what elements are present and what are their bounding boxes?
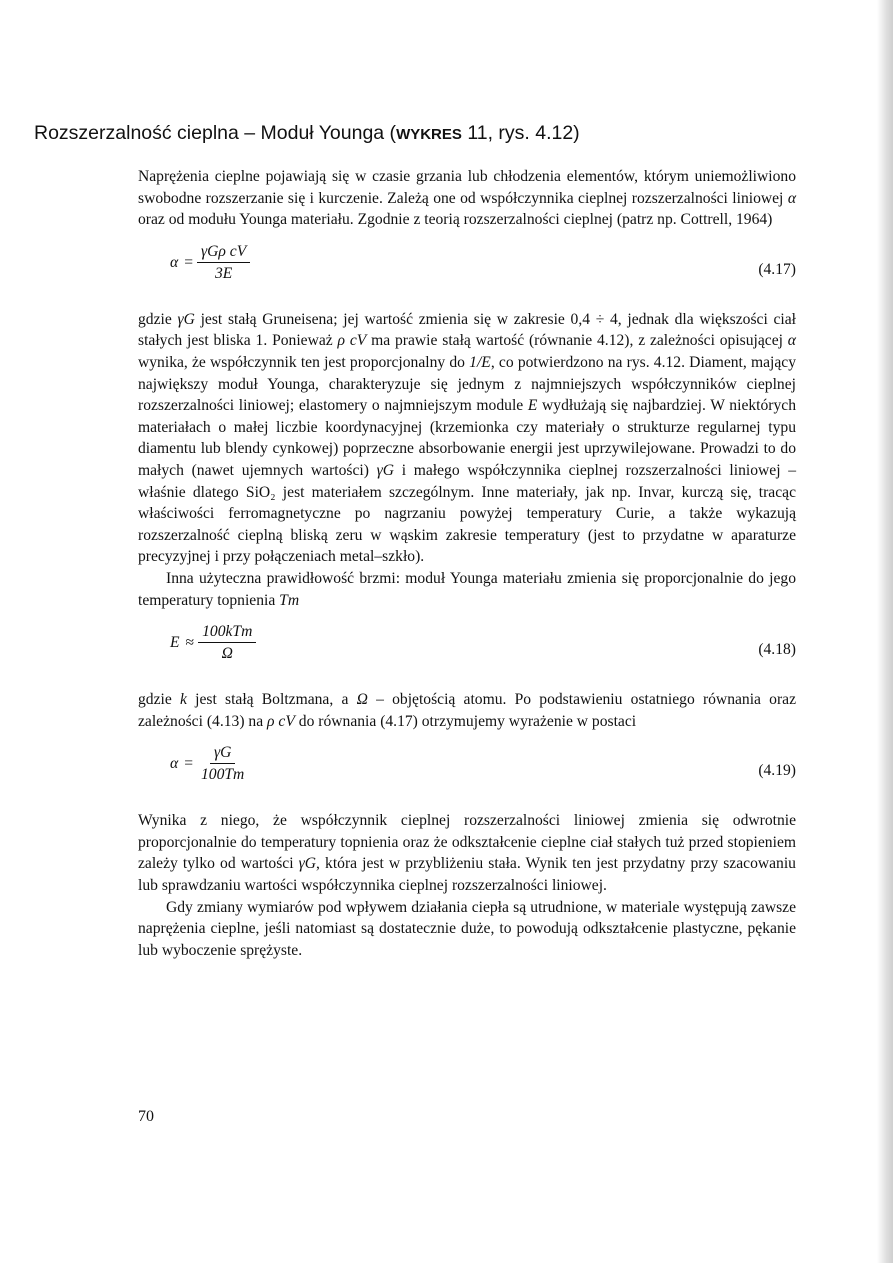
equation-denominator: 100Tm xyxy=(200,766,245,784)
paragraph-1: Naprężenia cieplne pojawiają się w czasie grzania lub chłodzenia elementów, którym uniemożliwiono swobodne rozszerzanie się i kurczenie. Zależą one od współczynnika cieplnej rozszerzalności liniowej α oraz od modułu Younga materiału. Zgodnie z teorią rozszerzalności cieplnej (patrz np. Cottrell, 1964) xyxy=(138,168,796,229)
alpha-symbol: α xyxy=(787,189,796,207)
body-text xyxy=(138,166,796,961)
paragraph-2: gdzie γG jest stałą Gruneisena; jej wartość zmienia się w zakresie 0,4 ÷ 4, jednak dla większości ciał stałych jest bliska 1. Ponieważ ρ cV ma prawie stałą wartość (równanie 4.12), z zależności opisującej α wynika, że współczynnik ten jest proporcjonalny do 1/E, co potwierdzono na rys. 4.12. Diament, mający największy moduł Younga, charakteryzuje się jednym z najmniejszych współczynników cieplnej rozszerzalności liniowej; elastomery o najmniejszym module E wydłużają się najbardziej. W niektórych materiałach o małej liczbie koordynacyjnej (krzemionka czy materiały o strukturze regularnej typu diamentu lub blendy cynkowej) poprzeczne absorbowanie energii jest uprzywilejowane. Prowadzi to do małych (nawet ujemnych wartości) γG i małego współczynnika cieplnej rozszerzalności liniowej – właśnie dlatego SiO₂ jest materiałem szczególnym. Inne materiały, jak np. Invar, kurczą się, tracąc właściwości ferromagnetyczne po nagrzaniu powyżej temperatury Curie, a także wykazują rozszerzalność cieplną bliską zeru w wąskim zakresie temperatury (jest to przydatne w aparaturze precyzyjnej i przy połączeniach metal–szkło). xyxy=(138,310,797,566)
equation-denominator: 3E xyxy=(214,264,233,282)
section-title: Rozszerzalność cieplna – Moduł Younga (WYKRES 11, rys. 4.12) xyxy=(34,122,580,144)
page-number: 70 xyxy=(138,1108,154,1125)
equation-4-18: E ≈ $\frac{\text{100kTm}}{\Omega}$ (4.18) xyxy=(170,623,796,663)
paragraph-4: gdzie k jest stałą Boltzmana, a Ω – objętością atomu. Po podstawieniu ostatniego równania oraz zależności (4.13) na ρ cV do równania (4.17) otrzymujemy wyrażenie w postaci xyxy=(138,691,797,730)
paragraph-6: Gdy zmiany wymiarów pod wpływem działania ciepła są utrudnione, w materiale występują zawsze naprężenia cieplne, jeśli natomiast są dostatecznie duże, to powodują odkształcenie plastyczne, pękanie lub wyboczenie sprężyste. xyxy=(138,898,796,959)
equation-denominator: Ω xyxy=(221,645,233,663)
scan-edge-shadow xyxy=(877,0,893,1263)
equation-number: (4.18) xyxy=(758,641,796,659)
equation-4-17: α = $\frac{\text{γGρ cV}}{3E}$ (4.17) xyxy=(170,242,796,282)
equation-4-19: α = $\frac{\gamma G}{100Tm}$ (4.19) xyxy=(170,744,796,784)
paragraph-3: Inna użyteczna prawidłowość brzmi: moduł Younga materiału zmienia się proporcjonalnie do jego temperatury topnienia Tm xyxy=(138,569,796,609)
equation-numerator: 100kTm xyxy=(198,623,256,643)
equation-number: (4.19) xyxy=(758,762,796,780)
paragraph-5: Wynika z niego, że współczynnik cieplnej rozszerzalności liniowej zmienia się odwrotnie proporcjonalnie do temperatury topnienia oraz że odkształcenie cieplne ciał stałych tuż przed stopieniem zależy tylko od wartości γG, która jest w przybliżeniu stała. Wynik ten jest przydatny przy szacowaniu lub sprawdzaniu wartości współczynnika cieplnej rozszerzalności liniowej. xyxy=(138,812,796,895)
equation-numerator: γG xyxy=(210,744,235,764)
equation-numerator: γGρ cV xyxy=(197,243,250,263)
equation-number: (4.17) xyxy=(758,260,796,278)
